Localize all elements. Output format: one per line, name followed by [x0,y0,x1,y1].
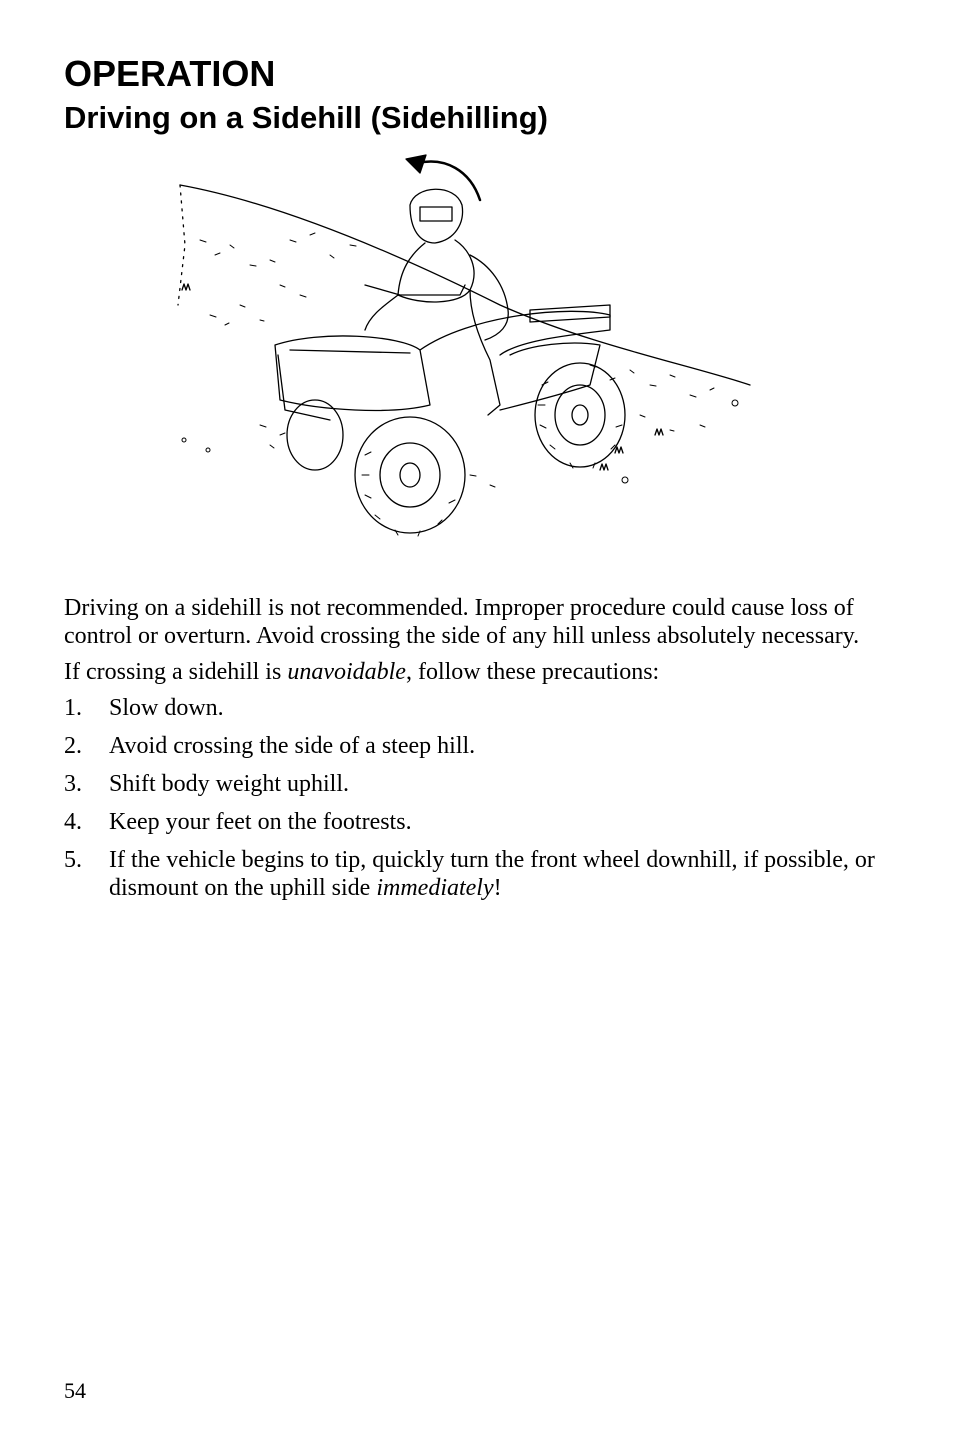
list-item-text: If the vehicle begins to tip, quickly turn the front wheel downhill, if possible, or dismount on the uphill side [109,847,875,901]
list-item-emphasis: immediately [376,875,494,901]
precautions-intro-emphasis: unavoidable [287,659,406,685]
list-item-text: Shift body weight uphill. [109,771,349,797]
list-item [64,770,884,798]
precautions-list [64,694,884,902]
list-item [64,694,884,722]
list-item-text-wrapper [109,846,884,902]
list-item-number: 1. [64,695,82,721]
precautions-intro-after: , follow these precautions: [405,659,660,685]
atv-sidehill-icon [170,145,770,545]
list-item-text: Keep your feet on the footrests. [109,809,412,835]
list-item-number: 5. [64,847,82,873]
list-item [64,732,884,760]
body-text [64,594,884,912]
precautions-intro [64,658,884,686]
intro-paragraph: Driving on a sidehill is not recommended. Improper procedure could cause loss of control or overturn. Avoid crossing the side of any hill unless absolutely necessary. [64,595,860,649]
list-item-number: 4. [64,809,82,835]
list-item-text: Avoid crossing the side of a steep hill. [109,733,476,759]
list-item [64,808,884,836]
page-heading: Driving on a Sidehill (Sidehilling) [64,100,548,135]
section-title: OPERATION [64,53,276,94]
list-item-number: 2. [64,733,82,759]
precautions-intro-before: If crossing a sidehill is [64,659,288,685]
list-item-number: 3. [64,771,82,797]
list-item-text: Slow down. [109,695,224,721]
list-item [64,846,884,902]
atv-sidehill-figure [170,145,770,545]
page-number: 54 [64,1378,86,1403]
list-item-text-after: ! [493,875,502,901]
